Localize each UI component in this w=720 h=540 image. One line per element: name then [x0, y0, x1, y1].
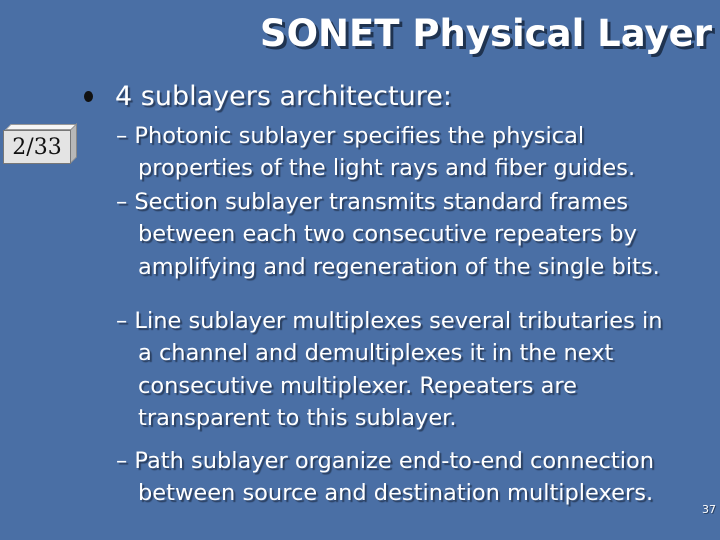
sub-bullet-line: – Section sublayer transmits standard frames [116, 189, 629, 215]
sub-bullet-line: between each two consecutive repeaters by [138, 221, 637, 248]
sub-bullet-line: – Line sublayer multiplexes several tributaries in [116, 308, 663, 334]
sub-bullet-path [116, 445, 716, 510]
sub-bullet-section [116, 186, 716, 283]
sub-bullet-line: a channel and demultiplexes it in the next [138, 340, 614, 367]
main-bullet-text: 4 sublayers architecture: [115, 81, 452, 112]
sub-bullet-line: consecutive multiplexer. Repeaters are [138, 372, 577, 399]
sub-bullet-line: transparent to this sublayer. [138, 405, 457, 432]
sub-bullet-line-sublayer [116, 305, 716, 435]
main-bullet [84, 81, 452, 112]
bullet-dot-icon [84, 91, 93, 102]
sub-bullet-line: – Photonic sublayer specifies the physical [116, 123, 585, 149]
sub-bullet-line: properties of the light rays and fiber guides. [138, 155, 636, 182]
slide-title: SONET Physical Layer [259, 12, 712, 55]
page-number: 37 [702, 503, 716, 516]
sub-bullet-line: – Path sublayer organize end-to-end connection [116, 448, 654, 474]
sub-bullet-line: between source and destination multiplexers. [138, 480, 654, 507]
sub-bullet-photonic [116, 120, 716, 185]
sub-bullet-line: amplifying and regeneration of the single bits. [138, 253, 660, 280]
badge-label: 2/33 [3, 130, 71, 164]
slide-counter-badge [3, 124, 79, 164]
badge-side-face [70, 123, 77, 164]
